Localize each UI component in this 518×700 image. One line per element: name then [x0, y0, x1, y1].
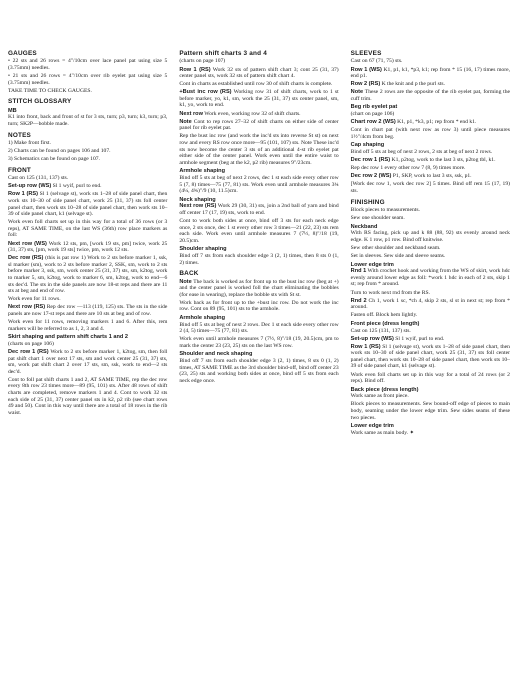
instruction-paragraph: Cont in charts as established until row 30 of shift charts is complete. — [179, 81, 333, 88]
section-heading: BACK — [179, 270, 199, 278]
instruction-paragraph: 1) Make front first. — [8, 139, 51, 146]
row-label: Row 2 (RS) — [350, 81, 381, 88]
subsection-heading: Lower edge trim — [350, 261, 394, 268]
row-label: Dec row (RS) — [8, 255, 44, 262]
row-label: Rnd 1 — [350, 268, 367, 275]
instruction-paragraph: K1 into front, back and front of st for 3 sts, turn; p3, turn; k3, turn; p3, turn; SK2P—bobble made. — [8, 114, 168, 127]
instruction-text: Ch 1, work 1 sc, *ch 4, skip 2 sts, sl st in next st; rep from * around. — [350, 297, 510, 311]
section-heading: FINISHING — [350, 198, 385, 206]
instruction-paragraph: Cont to work both sides at once, bind off 3 sts for each neck edge once, 2 sts once, dec 1 st every other row 3 times—21 (22, 23) sts rem each side. Work even until armhole measures 7 (7½, 8)"/18 (19, 20.5)cm. — [179, 217, 339, 244]
instruction-paragraph: Cast on 125 (131, 137) sts. — [350, 327, 411, 334]
subsection-heading: Neckband — [350, 223, 378, 230]
instruction-paragraph: With RS facing, pick up and k 88 (88, 92) sts evenly around neck edge. K 1 row, p1 row. Bind off knitwise. — [350, 230, 510, 243]
subsection-heading: Armhole shaping — [179, 315, 226, 321]
section-heading: Pattern shift charts 3 and 4 — [179, 50, 267, 57]
instruction-paragraph — [8, 304, 167, 317]
instruction-text: (this is pat row 1) Work to 2 sts before marker 1, ssk, sl marker (sm), work to 2 sts before marker 2, SSK, sm, work to 2 sts before marker 3, ssk, sm, work center 25 (31, 37) sts, sm, k2tog, work to marker 5, sm, k2tog, work to marker 6, sm, k2tog, work to end—6 sts dec'd. The sts in the side panels are now 18-st reps and there are 11 sts at beg and end of row. — [8, 255, 168, 295]
subsection-heading: Beg rib eyelet pat — [350, 104, 398, 111]
subsection-heading: Shoulder shaping — [179, 246, 227, 253]
instruction-paragraph — [351, 119, 510, 126]
instruction-paragraph: 2) Charts can be found on pages 106 and 107. — [8, 148, 111, 155]
instruction-text: The back is worked as for front up to the bust inc row (beg at +) and the center panel is worked foll the chart eliminating the bobbles (for ease in wearing), replace the bobble sts with St st. — [179, 278, 339, 298]
row-label: Row 1 (RS) — [350, 343, 381, 350]
instruction-text: P1, SKP, work to last 3 sts, ssk, p1. — [391, 173, 472, 180]
instruction-paragraph — [8, 183, 167, 190]
row-label: Dec row 1 (RS) — [8, 348, 49, 355]
instruction-paragraph — [179, 203, 338, 216]
instruction-paragraph: Work even for 11 rows, removing markers 1 and 6. After this, rem markers will be referred to as 1, 2, 3 and 4. — [8, 319, 168, 332]
instruction-text: K1, p2tog, work to the last 3 sts, p2tog tbl, k1. — [390, 157, 496, 164]
instruction-paragraph — [179, 111, 338, 118]
section-heading: FRONT — [8, 166, 32, 174]
subsection-heading: Back piece (dress length) — [350, 386, 419, 393]
instruction-paragraph: Bind off 7 sts from each shoulder edge 3 (2, 1) times, 8 sts 0 (1, 2) times, AT SAME TIME as the 3rd shoulder bind-off, bind off center 23 (23, 25) sts and working both sides at once, bind off 5 sts from each neck edge once. — [179, 358, 339, 384]
instruction-text: These 2 rows are the opposite of the rib eyelet pat, forming the cuff trim. — [350, 89, 510, 102]
instruction-paragraph: • 22 sts and 26 rows = 4"/10cm over lace panel pat using size 5 (3.75mm) needles. — [8, 58, 168, 71]
instruction-text: Cont to rep rows 27–32 of shift charts on either side of center panel for rib eyelet pat. — [179, 118, 339, 132]
instruction-paragraph: TAKE TIME TO CHECK GAUGES. — [8, 87, 92, 94]
instruction-paragraph — [8, 191, 167, 217]
row-label: Row 1 (RS) — [179, 66, 211, 73]
instruction-text: Sl 1 (selvage st), work sts 1–28 of side panel chart, then work sts 10–30 of side panel chart, work 25 (31, 37) sts foll center panel chart, then work sts 10–28 of side panel chart, then work sts 10–39 of side panel chart, k1 (selvage st). — [8, 191, 168, 218]
row-label: Dec row 1 (RS) — [350, 157, 391, 164]
instruction-paragraph — [351, 67, 510, 80]
instruction-text: K1, p1, k1, *p3, k1; rep from * 15 (16, 17) times more, end p1. — [350, 66, 510, 80]
instruction-paragraph: Work even foll charts set up in this way for a total of 24 rows (or 2 reps). Bind off. — [350, 371, 510, 385]
row-label: Row 1 (WS) — [350, 66, 382, 73]
row-label: Set-up row (WS) — [350, 335, 394, 342]
row-label: Next row (RS) — [8, 304, 46, 311]
instruction-paragraph — [8, 241, 167, 254]
row-label: Set-up row (WS) — [8, 183, 52, 190]
instruction-paragraph — [8, 255, 167, 295]
instruction-text: Rep dec row —113 (119, 125) sts. The sts in the side panels are now 17-st reps and there are 10 sts at beg and of row. — [8, 304, 168, 317]
subsection-heading: Armhole shaping — [179, 168, 226, 175]
instruction-text: Working row 31 of shift charts, work to 1 st before marker, yo, k1, sm, work the 25 (31, 37) sts center panel, sm, k1, yo, work to end. — [179, 89, 339, 109]
column-left — [8, 50, 167, 692]
section-heading: SLEEVES — [350, 50, 382, 57]
subsection-heading: Lower edge trim — [350, 423, 394, 430]
instruction-paragraph: Bind off 5 sts at beg of next 2 rows, 2 sts at beg of next 2 rows. — [350, 149, 493, 156]
row-label: Dec row 2 (WS) — [350, 173, 392, 180]
instruction-paragraph: Work even foll charts set up in this way for a total of 36 rows (or 3 reps), AT SAME TIME, on the last WS (36th) row place markers as foll: — [8, 219, 168, 239]
row-label: Next row (RS) — [179, 203, 217, 210]
instruction-text: Work 29 (30, 31) sts, join a 2nd ball of yarn and bind off center 17 (17, 19) sts, work to end. — [179, 203, 339, 216]
instruction-paragraph: Set in sleeves. Sew side and sleeve seams. — [350, 253, 446, 260]
section-heading: GAUGES — [8, 50, 37, 57]
instruction-paragraph: Fasten off. Block hem lightly. — [350, 312, 418, 319]
instruction-paragraph: Cast on 125 (131, 137) sts. — [8, 175, 69, 182]
instruction-paragraph: (charts on page 107) — [179, 58, 226, 65]
row-label: Note — [350, 89, 364, 96]
instruction-text: Work 32 sts of pattern shift chart 3; cont 25 (31, 37) center panel sts, work 32 sts of pattern shift chart 4. — [179, 66, 339, 80]
instruction-paragraph: Sew other shoulder and neckband seam. — [350, 244, 441, 251]
row-label: Note — [179, 278, 192, 285]
instruction-text: Work to 2 sts before marker 1, k2tog, sm, then foll pat shift chart 1 over next 17 sts, sm and work center 25 (31, 37) sts, sm, work pat shift chart 2 over 17 sts, sm, ssk, work to end—2 sts dec'd. — [8, 348, 168, 375]
subsection-heading: Cap shaping — [350, 142, 385, 149]
instruction-paragraph: Cast on 67 (71, 75) sts. — [350, 58, 403, 65]
instruction-paragraph — [179, 119, 338, 132]
instruction-paragraph — [351, 298, 510, 311]
row-label: Next row — [179, 110, 203, 117]
instruction-paragraph — [179, 67, 338, 80]
instruction-paragraph — [351, 157, 510, 164]
instruction-text: Sl 1 wyif, purl to end. — [51, 183, 102, 190]
instruction-paragraph: Cont to foll pat shift charts 1 and 2, AT SAME TIME, rep the dec row every 8th row 23 times more—89 (95, 101) sts. After 48 rows of shift charts are completed, remove markers 1 and 4. Cont to work 32 sts each side of 25 (31, 37) center panel sts in k2, p2 rib (see chart rows 49 and 50). Cont in this way until there are a total of 18 rows in the rib waist. — [8, 376, 168, 416]
instruction-text: Work 12 sts, pm, [work 19 sts, pm] twice, work 25 (31, 37) sts, [pm, work 19 sts] twice, pm, work 12 sts. — [8, 240, 168, 254]
instruction-paragraph: Bind off 5 sts at beg of next 2 rows. Dec 1 st each side every other row 2 (4, 5) times—75 (77, 81) sts. — [179, 321, 339, 335]
row-label: Note — [179, 118, 192, 125]
instruction-text: With crochet hook and working from the WS of skirt, work hdc evenly around lower edge as foll: *work 1 hdc in each of 2 sts, skip 1 st; rep from * around. — [350, 268, 510, 288]
instruction-paragraph — [351, 81, 510, 88]
subsection-heading: Front piece (dress length) — [350, 320, 420, 327]
subsection-heading: Skirt shaping and pattern shift charts 1 and 2 — [8, 334, 128, 341]
row-label: +Bust inc row (RS) — [179, 89, 232, 96]
instruction-text: K the knit and p the purl sts. — [380, 81, 445, 88]
instruction-paragraph: Sew one shoulder seam. — [350, 215, 405, 222]
row-label: Next row (WS) — [8, 240, 47, 247]
row-label: Rnd 2 — [350, 297, 367, 304]
section-heading: STITCH GLOSSARY — [8, 98, 72, 106]
instruction-paragraph: Block pieces to measurements. — [350, 207, 420, 213]
instruction-paragraph: (charts on page 106) — [8, 340, 54, 347]
instruction-paragraph — [8, 349, 167, 375]
instruction-text: Sl 1 wyif, purl to end. — [393, 335, 445, 342]
instruction-paragraph — [351, 344, 510, 370]
instruction-paragraph: Bind off 7 sts from each shoulder edge 3 (2, 1) times, then 8 sts 0 (1, 2) times. — [179, 252, 339, 266]
column-right — [351, 50, 510, 692]
instruction-paragraph: [Work dec row 1, work dec row 2] 5 times. Bind off rem 15 (17, 19) sts. — [350, 181, 510, 194]
section-heading: NOTES — [8, 131, 32, 139]
instruction-paragraph: Cont in chart pat (with next row as row 3) until piece measures 1½"/4cm from beg. — [350, 127, 510, 140]
instruction-paragraph: (chart on page 106) — [350, 111, 395, 118]
instruction-text: K1, p1, *k3, p1; rep from * end k1. — [395, 119, 477, 126]
instruction-paragraph: Work back as for front up to the +bust inc row. Do not work the inc row. Cont on 89 (95, 101) sts to the armhole. — [179, 299, 339, 313]
subsection-heading: MB — [8, 107, 17, 114]
instruction-paragraph: Work same as main body. ✦ — [350, 429, 415, 436]
instruction-paragraph: Block pieces to measurements. Sew bound-off edge of pieces to main body, seaming under the lower edge trim. Sew sides seams of these two pieces. — [350, 401, 510, 421]
subsection-heading: Shoulder and neck shaping — [179, 351, 253, 358]
instruction-paragraph: Work same as front piece. — [350, 393, 409, 400]
instruction-paragraph: • 21 sts and 26 rows = 4"/10cm over rib eyelet pat using size 5 (3.75mm) needles. — [8, 73, 168, 86]
instruction-paragraph: Work even until armhole measures 7 (7½, 8)"/18 (19, 20.5)cm, pm to mark the center 23 (23, 25) sts on the last WS row. — [179, 336, 339, 349]
instruction-paragraph — [351, 268, 510, 288]
subsection-heading: Neck shaping — [179, 196, 216, 203]
instruction-paragraph: Rep dec row 1 every other row 7 (8, 9) times more. — [350, 165, 466, 172]
instruction-paragraph: Turn to work next rnd from the RS. — [350, 289, 431, 296]
row-label: Row 1 (RS) — [8, 191, 38, 198]
instruction-text: Work even, working row 32 of shift charts. — [202, 110, 301, 117]
instruction-paragraph: 3) Schematics can be found on page 107. — [8, 156, 100, 163]
instruction-paragraph — [351, 89, 510, 102]
column-middle — [179, 50, 338, 692]
instruction-paragraph — [351, 336, 510, 343]
instruction-paragraph: Rep the bust inc row (and work the inc'd sts into reverse St st) on next row and every RS row once more—95 (101, 107) sts. Note These inc'd sts now become the center 3 sts of an additional 4-st rib eyelet pat either side of the center panel. Work even until the entire waist to armhole segment (beg at the k2, p2 rib) measures 9"/23cm. — [179, 133, 339, 166]
instruction-paragraph — [179, 279, 338, 299]
instruction-paragraph — [351, 173, 510, 180]
instruction-paragraph — [179, 89, 338, 109]
instruction-text: Sl 1 (selvage st), work sts 1–28 of side panel chart, then work sts 10–30 of side panel chart, work 25 (31, 37) sts foll center panel chart, then work sts 10–28 of side panel chart, then work sts 10–39 of side panel chart, k1 (selvage st). — [350, 343, 510, 370]
instruction-paragraph: Work even for 11 rows. — [8, 296, 61, 303]
row-label: Chart row 2 (WS) — [350, 119, 396, 126]
instruction-paragraph: Bind off 5 sts at beg of next 2 rows, dec 1 st each side every other row 5 (7, 8) times—75 (77, 81) sts. Work even until armhole measures 3¾ (4¼, 4¾)"/9 (10, 11.5)cm. — [179, 174, 339, 195]
